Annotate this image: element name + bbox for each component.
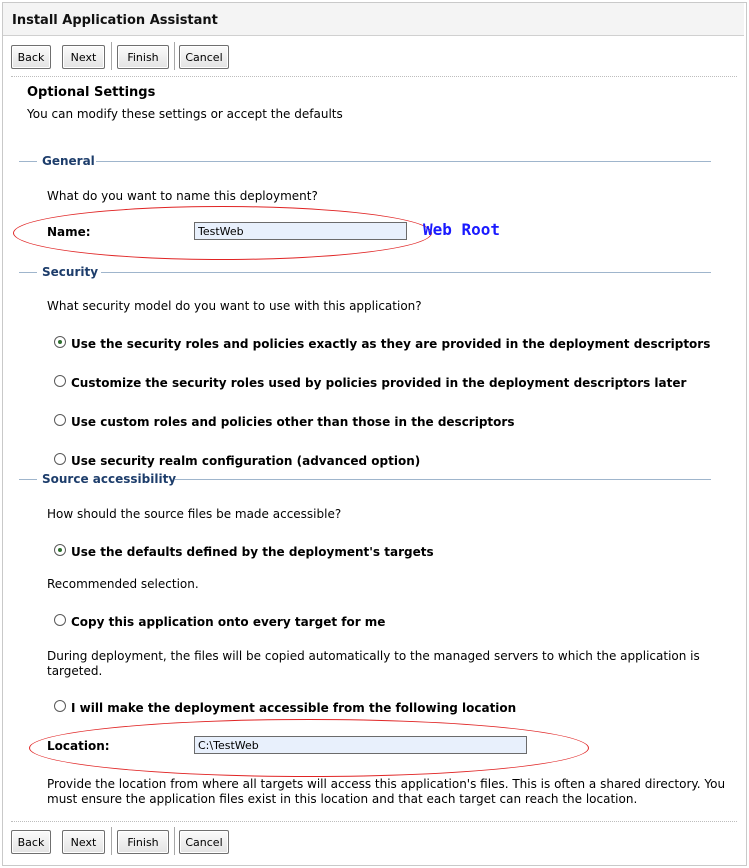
- source-option-radio[interactable]: [54, 700, 66, 712]
- general-legend: General: [42, 154, 101, 168]
- window-title: Install Application Assistant: [12, 13, 218, 28]
- finish-button[interactable]: Finish: [117, 830, 169, 854]
- page-subtitle: You can modify these settings or accept the defaults: [27, 107, 343, 121]
- source-legend: Source accessibility: [42, 472, 182, 486]
- general-section-header: [19, 154, 711, 168]
- legend-line: [175, 479, 711, 480]
- title-bar: [3, 3, 744, 36]
- security-option-radio[interactable]: [54, 453, 66, 465]
- legend-line: [96, 161, 711, 162]
- security-question: What security model do you want to use with this application?: [47, 299, 422, 313]
- separator: [111, 827, 112, 855]
- general-question: What do you want to name this deployment?: [47, 189, 318, 203]
- source-option-radio[interactable]: [54, 544, 66, 556]
- next-button[interactable]: Next: [62, 830, 105, 854]
- web-root-annotation: Web Root: [423, 220, 501, 239]
- legend-line: [19, 272, 37, 273]
- source-option-label[interactable]: I will make the deployment accessible from the following location: [71, 701, 517, 715]
- security-legend: Security: [42, 265, 104, 279]
- legend-line: [19, 161, 37, 162]
- source-option-radio[interactable]: [54, 614, 66, 626]
- security-option-label[interactable]: Use the security roles and policies exactly as they are provided in the deployment descriptors: [71, 337, 711, 351]
- security-option-label[interactable]: Customize the security roles used by policies provided in the deployment descriptors later: [71, 376, 687, 390]
- next-button[interactable]: Next: [62, 45, 105, 69]
- option-note: During deployment, the files will be copied automatically to the managed servers to which the application is: [47, 649, 700, 663]
- source-option-label[interactable]: Copy this application onto every target for me: [71, 615, 386, 629]
- separator: [111, 42, 112, 70]
- source-section-header: [19, 472, 711, 486]
- cancel-button[interactable]: Cancel: [179, 830, 229, 854]
- back-button[interactable]: Back: [11, 45, 51, 69]
- divider: [11, 821, 737, 822]
- location-input[interactable]: [194, 736, 527, 754]
- finish-button[interactable]: Finish: [117, 45, 169, 69]
- location-label: Location:: [47, 739, 110, 753]
- name-label: Name:: [47, 225, 91, 239]
- page-title: Optional Settings: [27, 85, 156, 100]
- legend-line: [101, 272, 711, 273]
- legend-line: [19, 479, 37, 480]
- divider: [11, 76, 737, 77]
- name-input[interactable]: [194, 222, 407, 240]
- separator: [174, 42, 175, 70]
- location-note: Provide the location from where all targets will access this application's files. This is often a shared directory. You: [47, 777, 726, 791]
- security-option-radio[interactable]: [54, 414, 66, 426]
- security-option-radio[interactable]: [54, 375, 66, 387]
- security-option-label[interactable]: Use custom roles and policies other than those in the descriptors: [71, 415, 515, 429]
- cancel-button[interactable]: Cancel: [179, 45, 229, 69]
- security-option-radio[interactable]: [54, 336, 66, 348]
- back-button[interactable]: Back: [11, 830, 51, 854]
- option-note: Recommended selection.: [47, 577, 199, 591]
- security-section-header: [19, 265, 711, 279]
- source-question: How should the source files be made accessible?: [47, 507, 342, 521]
- security-option-label[interactable]: Use security realm configuration (advanced option): [71, 454, 421, 468]
- separator: [174, 827, 175, 855]
- option-note: targeted.: [47, 664, 103, 678]
- location-note: must ensure the application files exist in this location and that each target can reach the location.: [47, 792, 638, 806]
- source-option-label[interactable]: Use the defaults defined by the deployment's targets: [71, 545, 434, 559]
